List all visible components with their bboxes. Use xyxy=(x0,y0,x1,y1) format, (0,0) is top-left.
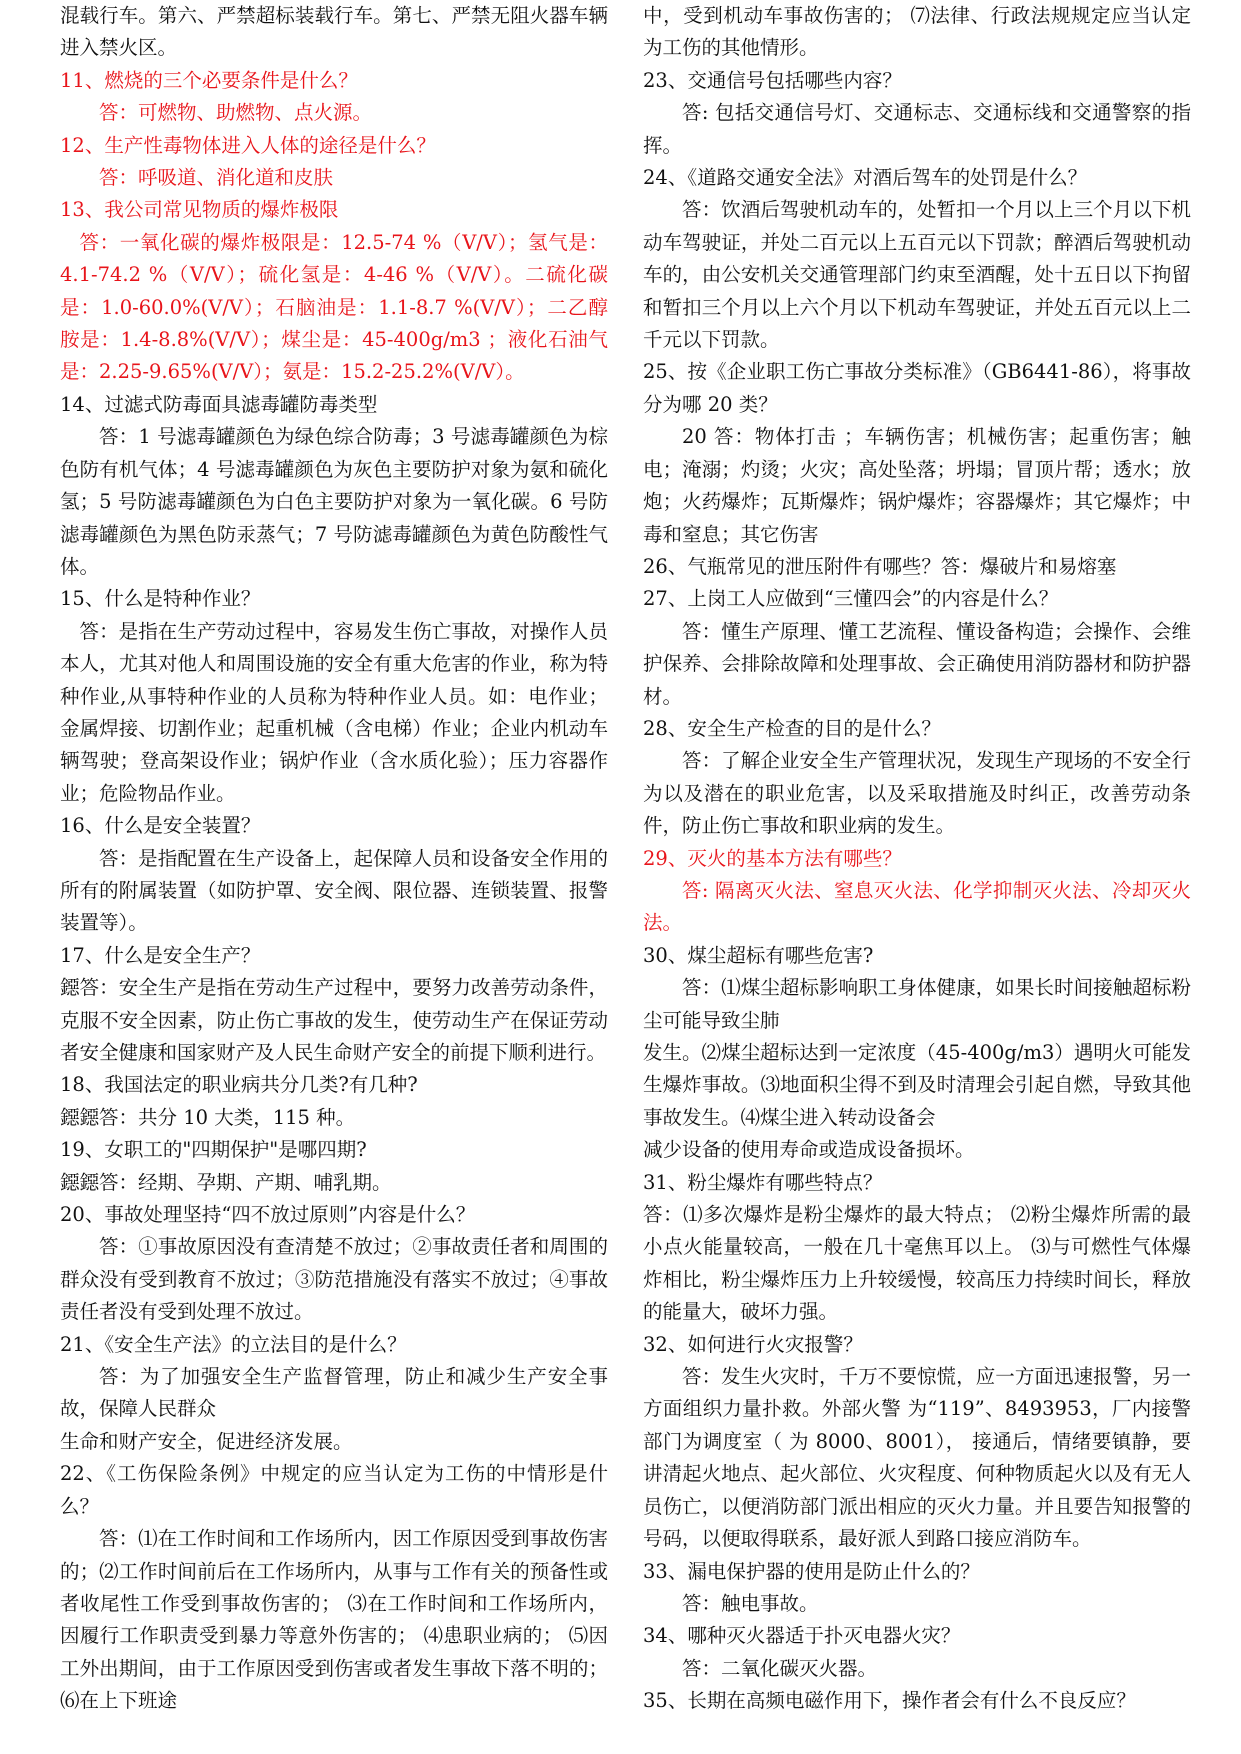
question-text: 26、气瓶常见的泄压附件有哪些？答：爆破片和易熔塞 xyxy=(643,554,1117,578)
paragraph-text: 答：①事故原因没有查清楚不放过；②事故责任者和周围的群众没有受到教育不放过；③防范措施没有落实不放过；④事故责任者没有受到处理不放过。 xyxy=(60,1235,608,1324)
question-text: 14、过滤式防毒面具滤毒罐防毒类型 xyxy=(60,392,378,416)
paragraph-text: 答：是指在生产劳动过程中，容易发生伤亡事故，对操作人员本人，尤其对他人和周围设施的安全有重大危害的作业，称为特种作业,从事特种作业的人员称为特种作业人员。如：电作业；金属焊接、切割作业；起重机械（含电梯）作业；企业内机动车辆驾驶；登高架设作业；锅炉作业（含水质化验）；压力容器作业；危险物品作业。 xyxy=(60,619,608,805)
paragraph-text: 答：是指配置在生产设备上，起保障人员和设备安全作用的所有的附属装置（如防护罩、安全阀、限位器、连锁装置、报警装置等）。 xyxy=(60,846,608,935)
question-text: 21、《安全生产法》的立法目的是什么？ xyxy=(60,1332,407,1356)
question-text: 25、按《企业职工伤亡事故分类标准》（GB6441-86），将事故分为哪 20 类？ xyxy=(643,360,1191,416)
question-text: 35、长期在高频电磁作用下，操作者会有什么不良反应？ xyxy=(643,1689,1136,1713)
left-column xyxy=(60,0,608,1718)
paragraph-text: 答：为了加强安全生产监督管理，防止和减少生产安全事故，保障人民群众 xyxy=(60,1365,608,1421)
paragraph-text: 答：⑴煤尘超标影响职工身体健康，如果长时间接触超标粉尘可能导致尘肺 xyxy=(643,976,1191,1032)
paragraph-text: 答：⑴在工作时间和工作场所内，因工作原因受到事故伤害的；⑵工作时间前后在工作场所内，从事与工作有关的预备性或者收尾性工作受到事故伤害的； ⑶在工作时间和工作场所内，因履行工作职责受到暴力等意外伤害的； ⑷患职业病的； ⑸因工外出期间，由于工作原因受到伤害或者发生事故下落不明的； ⑹在上下班途 xyxy=(60,1527,608,1713)
question-text: 33、漏电保护器的使用是防止什么的？ xyxy=(643,1559,980,1583)
question-text: 12、生产性毒物体进入人体的途径是什么？ xyxy=(60,133,436,157)
question-text: 16、什么是安全装置？ xyxy=(60,814,261,838)
paragraph-text: 答：发生火灾时，千万不要惊慌，应一方面迅速报警，另一方面组织力量扑救。外部火警 为“119”、8493953，厂内接警部门为调度室（ 为 8000、8001）， 接通后，情绪要镇静，要讲清起火地点、起火部位、火灾程度、何种物质起火以及有无人员伤亡，以便消防部门派出相应的灭火力量。并且要告知报警的 号码，以便取得联系，最好派人到路口接应消防车。 xyxy=(643,1365,1191,1551)
paragraph-text: 答：饮酒后驾驶机动车的，处暂扣一个月以上三个月以下机动车驾驶证，并处二百元以上五百元以下罚款；醉酒后驾驶机动车的，由公安机关交通管理部门约束至酒醒，处十五日以下拘留和暂扣三个月以上六个月以下机动车驾驶证，并处五百元以上二千元以下罚款。 xyxy=(643,198,1191,352)
question-text: 29、灭火的基本方法有哪些？ xyxy=(643,846,902,870)
paragraph-text: 20 答：物体打击 ；车辆伤害；机械伤害；起重伤害；触电；淹溺；灼烫；火灾；高处坠落；坍塌；冒顶片帮；透水；放炮；火药爆炸；瓦斯爆炸；锅炉爆炸；容器爆炸；其它爆炸；中毒和窒息；其它伤害 xyxy=(643,425,1191,546)
paragraph-text: 答：懂生产原理、懂工艺流程、懂设备构造；会操作、会维护保养、会排除故障和处理事故、会正确使用消防器材和防护器材。 xyxy=(643,619,1191,708)
question-text: 32、如何进行火灾报警？ xyxy=(643,1332,863,1356)
question-text: 18、我国法定的职业病共分几类?有几种? xyxy=(60,1073,418,1097)
question-text: 11、燃烧的三个必要条件是什么？ xyxy=(60,68,358,92)
paragraph-text: 答：触电事故。 xyxy=(682,1591,819,1615)
paragraph-text: 答：可燃物、助燃物、点火源。 xyxy=(99,101,373,125)
paragraph-text: 答：一氧化碳的爆炸极限是：12.5-74 %（V/V）；氢气是：4.1-74.2 %（V/V）；硫化氢是：4-46 %（V/V）。二硫化碳是：1.0-60.0%(V/V）；石脑油是：1.1-8.7 %(V/V）；二乙醇胺是：1.4-8.8%(V/V）；煤尘是：45-400g/m3 ；液化石油气是：2.25-9.65%(V/V）；氨是：15.2-25.2%(V/V）。 xyxy=(60,230,608,384)
paragraph-text: 答: 隔离灭火法、窒息灭火法、化学抑制灭火法、冷却灭火法。 xyxy=(643,878,1191,935)
question-text: 34、哪种灭火器适于扑灭电器火灾？ xyxy=(643,1624,961,1648)
right-column xyxy=(643,0,1191,1718)
paragraph-text: 生命和财产安全，促进经济发展。 xyxy=(60,1429,353,1453)
question-text: 22、《工伤保险条例》中规定的应当认定为工伤的中情形是什么？ xyxy=(60,1462,608,1518)
question-text: 27、上岗工人应做到“三懂四会”的内容是什么？ xyxy=(643,587,1059,611)
question-text: 24、《道路交通安全法》对酒后驾车的处罚是什么？ xyxy=(643,166,1088,190)
paragraph-text: 鐚鐚答：经期、孕期、产期、哺乳期。 xyxy=(60,1170,392,1194)
question-text: 13、我公司常见物质的爆炸极限 xyxy=(60,198,339,222)
question-text: 20、事故处理坚持“四不放过原则”内容是什么？ xyxy=(60,1203,476,1227)
question-text: 28、安全生产检查的目的是什么？ xyxy=(643,716,941,740)
paragraph-text: 鐚鐚答：共分 10 大类，115 种。 xyxy=(60,1105,356,1129)
paragraph-text: 答：呼吸道、消化道和皮肤 xyxy=(99,166,334,190)
paragraph-text: 答：⑴多次爆炸是粉尘爆炸的最大特点； ⑵粉尘爆炸所需的最小点火能量较高，一般在几十毫焦耳以上。 ⑶与可燃性气体爆炸相比，粉尘爆炸压力上升较缓慢，较高压力持续时间长，释放的能量大，破坏力强。 xyxy=(643,1203,1191,1324)
paragraph-text: 答: 包括交通信号灯、交通标志、交通标线和交通警察的指挥。 xyxy=(643,101,1191,157)
paragraph-text: 答：二氧化碳灭火器。 xyxy=(682,1656,878,1680)
question-text: 15、什么是特种作业？ xyxy=(60,587,261,611)
paragraph-text: 鐚答：安全生产是指在劳动生产过程中，要努力改善劳动条件，克服不安全因素，防止伤亡事故的发生，使劳动生产在保证劳动者安全健康和国家财产及人民生命财产安全的前提下顺利进行。 xyxy=(60,976,608,1064)
paragraph-text: 答：了解企业安全生产管理状况，发现生产现场的不安全行为以及潜在的职业危害，以及采取措施及时纠正，改善劳动条件，防止伤亡事故和职业病的发生。 xyxy=(643,749,1191,838)
question-text: 30、煤尘超标有哪些危害? xyxy=(643,943,874,967)
paragraph-text: 答：1 号滤毒罐颜色为绿色综合防毒；3 号滤毒罐颜色为棕色防有机气体；4 号滤毒罐颜色为灰色主要防护对象为氨和硫化氢；5 号防滤毒罐颜色为白色主要防护对象为一氧化碳。6 号防滤毒罐颜色为黑色防汞蒸气；7 号防滤毒罐颜色为黄色防酸性气体。 xyxy=(60,425,608,578)
question-text: 17、什么是安全生产？ xyxy=(60,943,261,967)
question-text: 23、交通信号包括哪些内容？ xyxy=(643,68,902,92)
question-text: 31、粉尘爆炸有哪些特点？ xyxy=(643,1170,883,1194)
paragraph-text: 混载行车。第六、严禁超标装载行车。第七、严禁无阻火器车辆进入禁火区。 xyxy=(60,4,608,60)
paragraph-text: 发生。⑵煤尘超标达到一定浓度（45-400g/m3）遇明火可能发生爆炸事故。⑶地面积尘得不到及时清理会引起自燃，导致其他事故发生。⑷煤尘进入转动设备会 xyxy=(643,1041,1191,1129)
question-text: 19、女职工的"四期保护"是哪四期? xyxy=(60,1138,367,1162)
paragraph-text: 减少设备的使用寿命或造成设备损坏。 xyxy=(643,1138,975,1162)
paragraph-text: 中，受到机动车事故伤害的； ⑺法律、行政法规规定应当认定为工伤的其他情形。 xyxy=(643,4,1191,60)
